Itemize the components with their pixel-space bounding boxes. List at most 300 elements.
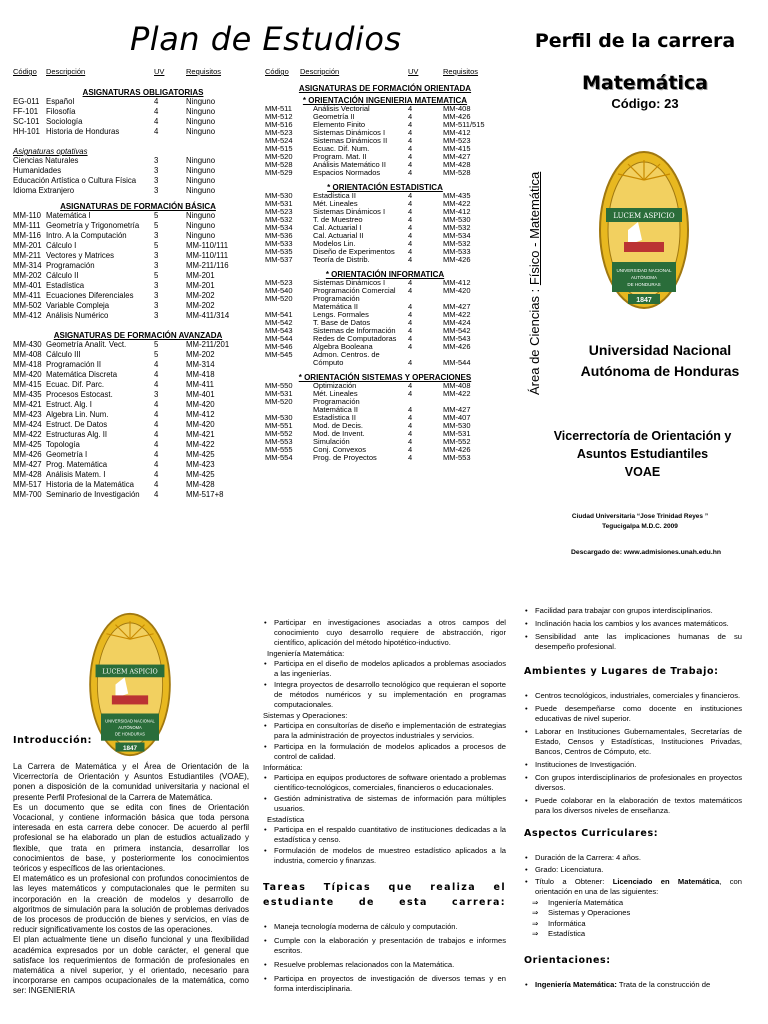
download-source: Descargado de: www.admisiones.unah.edu.hn [570, 549, 722, 556]
cell-descripcion: Sistemas de Información [313, 326, 396, 335]
cell-descripcion: Lengs. Formales [313, 310, 369, 319]
cell-descripcion: Simulación [313, 437, 350, 446]
table-row [13, 176, 253, 186]
cell-codigo: MM-211 [13, 251, 42, 260]
cell-codigo: EG-011 [13, 97, 40, 106]
table-row [13, 480, 253, 490]
cell-codigo: MM-540 [265, 286, 293, 295]
cell-descripcion: T. de Muestreo [313, 215, 363, 224]
cell-uv: 4 [408, 120, 413, 129]
list-item: • Grado: Licenciatura. [524, 865, 742, 875]
area-label [527, 135, 542, 395]
cell-codigo: MM-110 [13, 211, 42, 220]
cell-codigo: MM-555 [265, 445, 293, 454]
cell-descripcion: Filosofía [46, 107, 76, 116]
cell-codigo: Ciencias Naturales [13, 156, 79, 165]
orientacion-name: Ingeniería Matemática: [535, 980, 617, 990]
cell-codigo: MM-536 [265, 231, 293, 240]
cell-requisitos: MM-532 [443, 223, 471, 232]
list-item: • Participar en investigaciones asociadas a otros campos del conocimiento cuyo desarrollo requiere de abstracción, rigor científico, aplicación del método hipotético-inductivo. [263, 618, 506, 648]
cell-requisitos: MM-523 [443, 136, 471, 145]
table-row [13, 261, 253, 271]
header-codigo: Código [13, 67, 37, 76]
cell-codigo: MM-523 [265, 278, 293, 287]
mid-text-column [263, 618, 506, 995]
list-item: • Resuelve problemas relacionados con la Matemática. [263, 960, 506, 970]
cell-codigo: MM-530 [265, 413, 293, 422]
cell-uv: 5 [154, 340, 159, 349]
cell-codigo: MM-427 [13, 460, 42, 469]
cell-uv: 4 [408, 334, 413, 343]
cell-requisitos: MM-110/111 [186, 241, 229, 250]
table-orientada [265, 96, 505, 462]
cell-descripcion: Análisis Matemático II [313, 160, 386, 169]
cell-descripcion: Seminario de Investigación [46, 490, 140, 499]
cell-requisitos: MM-211/116 [186, 261, 229, 270]
orientation-group-title: * ORIENTACIÓN INGENIERIA MATEMATICA [302, 96, 468, 105]
cell-descripcion: Mét. Lineales [313, 389, 358, 398]
cell-descripcion: Cálculo III [46, 350, 81, 359]
vice-line1: Vicerrectoría de Orientación y [553, 429, 732, 443]
cell-descripcion: Matemática II [313, 405, 359, 414]
carrera-code: Código: 23 [611, 96, 679, 111]
cell-codigo: MM-553 [265, 437, 293, 446]
cell-codigo: MM-535 [265, 247, 293, 256]
perfil-title: Perfil de la carrera [534, 30, 736, 52]
cell-requisitos: MM-412 [443, 128, 471, 137]
cell-descripcion: Matemática Discreta [46, 370, 118, 379]
cell-requisitos: MM-533 [443, 247, 471, 256]
cell-codigo: MM-524 [265, 136, 293, 145]
seal-line2: AUTÓNOMA [118, 724, 142, 730]
list-item: • Puede desempeñarse como docente en instituciones educativas de nivel superior. [524, 704, 742, 724]
cell-requisitos: MM-415 [443, 144, 471, 153]
intro-p3: El matemático es un profesional con profundos conocimientos de las leyes matemáticos y computacionales que le permiten su incorporación en la creación de modelos y desarrollo de algoritmos de simulación para la solución de problemas derivados de los procesos de producción de bienes y servicios, en vías de reducir significativamente los costos de las operaciones. [13, 874, 249, 935]
cell-uv: 4 [154, 410, 159, 419]
cell-codigo: MM-512 [265, 112, 293, 121]
list-item: • Centros tecnológicos, industriales, comerciales y financieros. [524, 691, 742, 701]
cell-codigo: HH-101 [13, 127, 40, 136]
cell-codigo: MM-420 [13, 370, 42, 379]
list-item: • Puede colaborar en la elaboración de textos matemáticos para los diversos niveles de enseñanza. [524, 796, 742, 816]
table-row [265, 454, 505, 462]
cell-requisitos: Ninguno [186, 107, 216, 116]
seal-line1: UNIVERSIDAD NACIONAL [616, 268, 672, 273]
cell-uv: 4 [408, 104, 413, 113]
cell-descripcion: Estructuras Alg. II [46, 430, 108, 439]
cell-uv: 4 [154, 370, 159, 379]
cell-requisitos: MM-544 [443, 358, 471, 367]
cell-requisitos: MM-553 [443, 453, 471, 462]
table-row [13, 291, 253, 301]
cell-codigo: Idioma Extranjero [13, 186, 75, 195]
cell-descripcion: Programación [46, 261, 95, 270]
intro-title: Introducción: [13, 735, 93, 746]
cell-descripcion: Geometría II [313, 112, 355, 121]
cell-uv: 4 [408, 207, 413, 216]
orientation-group-table [265, 105, 505, 177]
cell-descripcion: Prog. Matemática [46, 460, 108, 469]
cell-requisitos: MM-428 [443, 160, 471, 169]
cell-requisitos: MM-427 [443, 405, 471, 414]
cell-descripcion: Topología [46, 440, 80, 449]
table-row [13, 127, 253, 137]
cell-codigo: MM-543 [265, 326, 293, 335]
table-row [13, 231, 253, 241]
cell-requisitos: MM-420 [186, 420, 215, 429]
table-row [13, 410, 253, 420]
cell-descripcion: Cal. Actuarial I [313, 223, 362, 232]
cell-requisitos: Ninguno [186, 176, 216, 185]
cell-uv: 4 [408, 445, 413, 454]
cell-descripcion: Cómputo [313, 358, 344, 367]
section-basica: ASIGNATURAS DE FORMACIÓN BÁSICA [60, 202, 216, 211]
list-item: • Inclinación hacia los cambios y los avances matemáticos. [524, 619, 742, 629]
cell-codigo: FF-101 [13, 107, 39, 116]
cell-uv: 4 [408, 358, 413, 367]
table-row [13, 350, 253, 360]
orientaciones-title: Orientaciones: [524, 955, 611, 967]
cell-uv: 4 [154, 400, 159, 409]
table-row [13, 440, 253, 450]
cell-descripcion: Diseño de Experimentos [313, 247, 395, 256]
table-row [13, 211, 253, 221]
cell-requisitos: MM-422 [443, 310, 471, 319]
cell-requisitos: MM-422 [443, 389, 471, 398]
cell-uv: 4 [154, 430, 159, 439]
cell-descripcion: Ecuac. Dif. Num. [313, 144, 370, 153]
cell-codigo: MM-422 [13, 430, 42, 439]
cell-requisitos: MM-424 [443, 318, 471, 327]
cell-descripcion: Prog. de Proyectos [313, 453, 377, 462]
orientation-group-table [265, 279, 505, 367]
cell-descripcion: Mod. de Invent. [313, 429, 365, 438]
cell-descripcion: Mét. Lineales [313, 199, 358, 208]
cell-requisitos: MM-428 [186, 480, 215, 489]
cell-requisitos: MM-427 [443, 302, 471, 311]
cell-codigo: SC-101 [13, 117, 40, 126]
cell-requisitos: MM-420 [443, 286, 471, 295]
orientation-label: Informática: [263, 763, 303, 772]
cell-uv: 5 [154, 271, 159, 280]
cell-codigo: MM-412 [13, 311, 42, 320]
cell-codigo: MM-515 [265, 144, 293, 153]
cell-descripcion: Estruct. De Datos [46, 420, 108, 429]
ciudad-text: Ciudad Universitaria “Jose Trinidad Reyes ” [571, 513, 709, 520]
cell-descripcion: Cal. Actuarial II [313, 231, 364, 240]
carrera-name: Matemática [582, 72, 708, 94]
list-item: • Sensibilidad ante las implicaciones humanas de su desempeño profesional. [524, 632, 742, 652]
table-row [13, 186, 253, 196]
table-row [13, 390, 253, 400]
cell-descripcion: Estadística II [313, 413, 356, 422]
cell-requisitos: Ninguno [186, 156, 216, 165]
cell-codigo: MM-531 [265, 389, 293, 398]
orientation-label: Sistemas y Operaciones: [263, 711, 348, 720]
cell-requisitos: Ninguno [186, 166, 216, 175]
cell-requisitos: MM-528 [443, 168, 471, 177]
table-row [13, 97, 253, 107]
cell-requisitos: Ninguno [186, 231, 216, 240]
cell-requisitos: MM-517+8 [186, 490, 224, 499]
cell-codigo: MM-532 [265, 215, 293, 224]
seal-year: 1847 [636, 297, 652, 304]
cell-uv: 3 [154, 176, 159, 185]
tareas-title: Tareas Típicas que realiza el estudiante de esta carrera: [263, 882, 506, 908]
seal-line1: UNIVERSIDAD NACIONAL [105, 718, 155, 724]
cell-descripcion: Análisis Numérico [46, 311, 109, 320]
table-row [13, 460, 253, 470]
header-requisitos: Requisitos [186, 67, 222, 76]
cell-requisitos: MM-423 [186, 460, 215, 469]
cell-uv: 4 [154, 360, 159, 369]
cell-uv: 4 [154, 450, 159, 459]
list-item: • Participa en el respaldo cuantitativo de instituciones dedicadas a la estadística y censo. [263, 825, 506, 845]
orientation-group-title: * ORIENTACIÓN INFORMATICA [325, 270, 445, 279]
list-item: • Gestión administrativa de sistemas de información para múltiples usuarios. [263, 794, 506, 814]
cell-codigo: MM-533 [265, 239, 293, 248]
cell-descripcion: Teoría de Distrib. [313, 255, 370, 264]
cell-descripcion: Historia de Honduras [46, 127, 120, 136]
cell-descripcion: Geometría Analít. Vect. [46, 340, 127, 349]
table-row [265, 287, 505, 295]
header-codigo: Código [265, 67, 289, 76]
cell-requisitos: MM-422 [186, 440, 215, 449]
list-item: • Integra proyectos de desarrollo tecnológico que requieran el soporte de métodos numéricos y su implementación en programas computacionales. [263, 680, 506, 710]
cell-requisitos: MM-425 [186, 450, 215, 459]
table-row [265, 256, 505, 264]
cell-descripcion: Algebra Lin. Num. [46, 410, 109, 419]
mid-plan-column [265, 67, 505, 462]
cell-descripcion: Geometría y Trigonometría [46, 221, 140, 230]
cell-requisitos: Ninguno [186, 211, 216, 220]
cell-codigo: MM-401 [13, 281, 42, 290]
cell-uv: 3 [154, 156, 159, 165]
cell-uv: 3 [154, 251, 159, 260]
table-row [13, 107, 253, 117]
mid-table-header [265, 67, 505, 76]
table-row [265, 169, 505, 177]
cell-uv: 5 [154, 241, 159, 250]
cell-uv: 4 [408, 136, 413, 145]
cell-codigo: MM-552 [265, 429, 293, 438]
cell-requisitos: MM-435 [443, 191, 471, 200]
cell-uv: 4 [408, 310, 413, 319]
cell-codigo: MM-502 [13, 301, 42, 310]
intro-p1: La Carrera de Matemática y el Área de Orientación de la Vicerrectoría de Orientación y Asuntos Estudiantiles (VOAE), ponen a disposición de la comunidad universitaria y nacional el presente Perfil Profesional de la Carrera de Matemática. [13, 762, 249, 802]
cell-descripcion: Programación II [46, 360, 102, 369]
table-row [13, 470, 253, 480]
cell-codigo: MM-700 [13, 490, 42, 499]
seal-motto: LUCEM ASPICIO [613, 212, 675, 220]
vice-line3: VOAE [624, 465, 661, 479]
cell-uv: 4 [154, 420, 159, 429]
tegucigalpa-text: Tegucigalpa M.D.C. 2009 [602, 523, 678, 530]
cell-uv: 4 [408, 199, 413, 208]
cell-requisitos: Ninguno [186, 186, 216, 195]
cell-descripcion: Estadística [46, 281, 85, 290]
cell-codigo: MM-418 [13, 360, 42, 369]
list-item [524, 980, 742, 990]
cell-descripcion: Programación [313, 397, 360, 406]
orientation-option: ⇒ Ingeniería Matemática [524, 898, 742, 908]
cell-uv: 3 [154, 166, 159, 175]
cell-requisitos: MM-530 [443, 215, 471, 224]
cell-requisitos: MM-426 [443, 445, 471, 454]
cell-requisitos: MM-530 [443, 421, 471, 430]
cell-descripcion: Ecuaciones Diferenciales [46, 291, 134, 300]
table-row [13, 340, 253, 350]
cell-uv: 3 [154, 301, 159, 310]
cell-uv [408, 295, 443, 303]
cell-requisitos: Ninguno [186, 117, 216, 126]
cell-uv: 4 [408, 160, 413, 169]
cell-descripcion: Espacios Normados [313, 168, 381, 177]
list-item: • Facilidad para trabajar con grupos interdisciplinarios. [524, 606, 742, 616]
cell-codigo: MM-546 [265, 342, 293, 351]
cell-codigo: MM-202 [13, 271, 42, 280]
cell-requisitos: MM-412 [443, 278, 471, 287]
cell-codigo: MM-550 [265, 381, 293, 390]
cell-codigo: MM-435 [13, 390, 42, 399]
cell-uv: 4 [154, 440, 159, 449]
list-item: • Maneja tecnología moderna de cálculo y computación. [263, 922, 506, 932]
vicerrectoria-name [535, 427, 750, 481]
university-line1: Universidad Nacional [588, 342, 732, 358]
cell-requisitos: MM-202 [186, 301, 215, 310]
right-text-column [524, 606, 742, 991]
cell-requisitos: MM-412 [186, 410, 215, 419]
left-plan-column [13, 67, 253, 500]
cell-codigo: MM-425 [13, 440, 42, 449]
cell-codigo: MM-516 [265, 120, 293, 129]
cell-codigo [265, 359, 313, 367]
cell-uv: 4 [408, 453, 413, 462]
table-row [13, 156, 253, 166]
cell-descripcion: Optimización [313, 381, 357, 390]
cell-descripcion: Conj. Convexos [313, 445, 366, 454]
cell-requisitos: MM-427 [443, 152, 471, 161]
cell-uv: 4 [154, 97, 159, 106]
header-uv: UV [408, 67, 419, 76]
cell-codigo: MM-523 [265, 128, 293, 137]
cell-descripcion: Admon. Centros. de [313, 350, 380, 359]
cell-codigo: Humanidades [13, 166, 62, 175]
titulo-value: Licenciado en Matemática [612, 877, 720, 886]
cell-uv: 4 [408, 318, 413, 327]
table-row [13, 311, 253, 321]
orientation-option: ⇒ Informática [524, 919, 742, 929]
list-item: • Participa en la formulación de modelos aplicados a procesos de control de calidad. [263, 742, 506, 762]
table-row [13, 360, 253, 370]
table-row [13, 430, 253, 440]
cell-descripcion: Algebra Booleana [313, 342, 373, 351]
list-item: • Con grupos interdisciplinarios de profesionales en proyectos diversos. [524, 773, 742, 793]
cell-requisitos: MM-411 [186, 380, 215, 389]
cell-requisitos: MM-426 [443, 255, 471, 264]
cell-uv: 3 [154, 186, 159, 195]
cell-descripcion: Análisis Matem. I [46, 470, 106, 479]
cell-requisitos: MM-418 [186, 370, 215, 379]
header-descripcion: Descripción [300, 67, 340, 76]
cell-codigo: MM-541 [265, 310, 293, 319]
cell-codigo: MM-511 [265, 104, 292, 113]
seal-line3: DE HONDURAS [114, 731, 146, 737]
cell-descripcion: Estadística II [313, 191, 356, 200]
cell-codigo: MM-430 [13, 340, 42, 349]
cell-requisitos: MM-532 [443, 239, 471, 248]
cell-descripcion: Cálculo I [46, 241, 77, 250]
cell-descripcion: Español [46, 97, 75, 106]
table-row [13, 301, 253, 311]
cell-uv: 4 [408, 278, 413, 287]
cell-requisitos: MM-202 [186, 350, 215, 359]
intro-p2: Es un documento que se edita con fines de Orientación Vocacional, y contiene información básica que toda persona interesada en esta carrera debe conocer. De acuerdo al perfil profesional se ha elaborado un plan de estudios actualizado y flexible, que trata en primera instancia, desarrollar los conocimientos de base, y posteriormente los conocimientos teóricos y específicos de las orientaciones. [13, 802, 249, 874]
cell-codigo: MM-531 [265, 199, 293, 208]
cell-uv: 4 [408, 247, 413, 256]
university-name [560, 340, 760, 382]
curriculares-title: Aspectos Curriculares: [524, 828, 659, 839]
orientation-label: Estadística [267, 815, 305, 824]
list-item: • Cumple con la elaboración y presentación de trabajos e informes escritos. [263, 936, 506, 956]
cell-requisitos: MM-543 [443, 334, 471, 343]
cell-requisitos: MM-202 [186, 291, 215, 300]
list-item [524, 877, 742, 897]
cell-requisitos: MM-314 [186, 360, 215, 369]
cell-codigo: MM-116 [13, 231, 42, 240]
cell-uv: 4 [408, 389, 413, 398]
cell-requisitos: MM-542 [443, 326, 471, 335]
cell-codigo: MM-408 [13, 350, 42, 359]
cell-descripcion: Geometría I [46, 450, 88, 459]
cell-descripcion: Cálculo II [46, 271, 79, 280]
orientation-group-title: * ORIENTACIÓN ESTADISTICA [327, 183, 443, 192]
cell-uv: 4 [408, 144, 413, 153]
cell-requisitos: MM-534 [443, 231, 471, 240]
orientation-group-table [265, 382, 505, 462]
titulo-suffix: , con orientación en una de las siguientes: [535, 877, 742, 896]
section-optativas: Asignaturas optativas [13, 147, 88, 156]
table-row [265, 359, 505, 367]
cell-descripcion: Sistemas Dinámicos I [313, 207, 386, 216]
cell-uv: 4 [408, 405, 413, 414]
area-name: Físico - Matemática [527, 171, 542, 286]
cell-uv: 5 [154, 350, 159, 359]
cell-uv: 5 [154, 221, 159, 230]
cell-uv: 4 [408, 286, 413, 295]
cell-codigo: MM-529 [265, 168, 293, 177]
cell-codigo: MM-523 [265, 207, 293, 216]
cell-requisitos: MM-552 [443, 437, 471, 446]
cell-uv: 4 [408, 437, 413, 446]
cell-requisitos: MM-421 [186, 430, 215, 439]
cell-descripcion: Estruct. Alg. I [46, 400, 92, 409]
cell-requisitos: MM-425 [186, 470, 215, 479]
cell-codigo: MM-411 [13, 291, 42, 300]
cell-uv: 4 [408, 215, 413, 224]
table-avanzada [13, 340, 253, 500]
cell-uv: 4 [154, 480, 159, 489]
cell-requisitos: Ninguno [186, 127, 216, 136]
cell-requisitos: MM-411/314 [186, 311, 230, 320]
vice-line2: Asuntos Estudiantiles [576, 447, 709, 461]
cell-codigo: MM-554 [265, 453, 293, 462]
cell-requisitos: MM-407 [443, 413, 471, 422]
cell-uv: 3 [154, 390, 159, 399]
cell-descripcion: Program. Mat. II [313, 152, 367, 161]
orientation-option: ⇒ Estadística [524, 929, 742, 939]
cell-descripcion: Análisis Vectorial [313, 104, 370, 113]
